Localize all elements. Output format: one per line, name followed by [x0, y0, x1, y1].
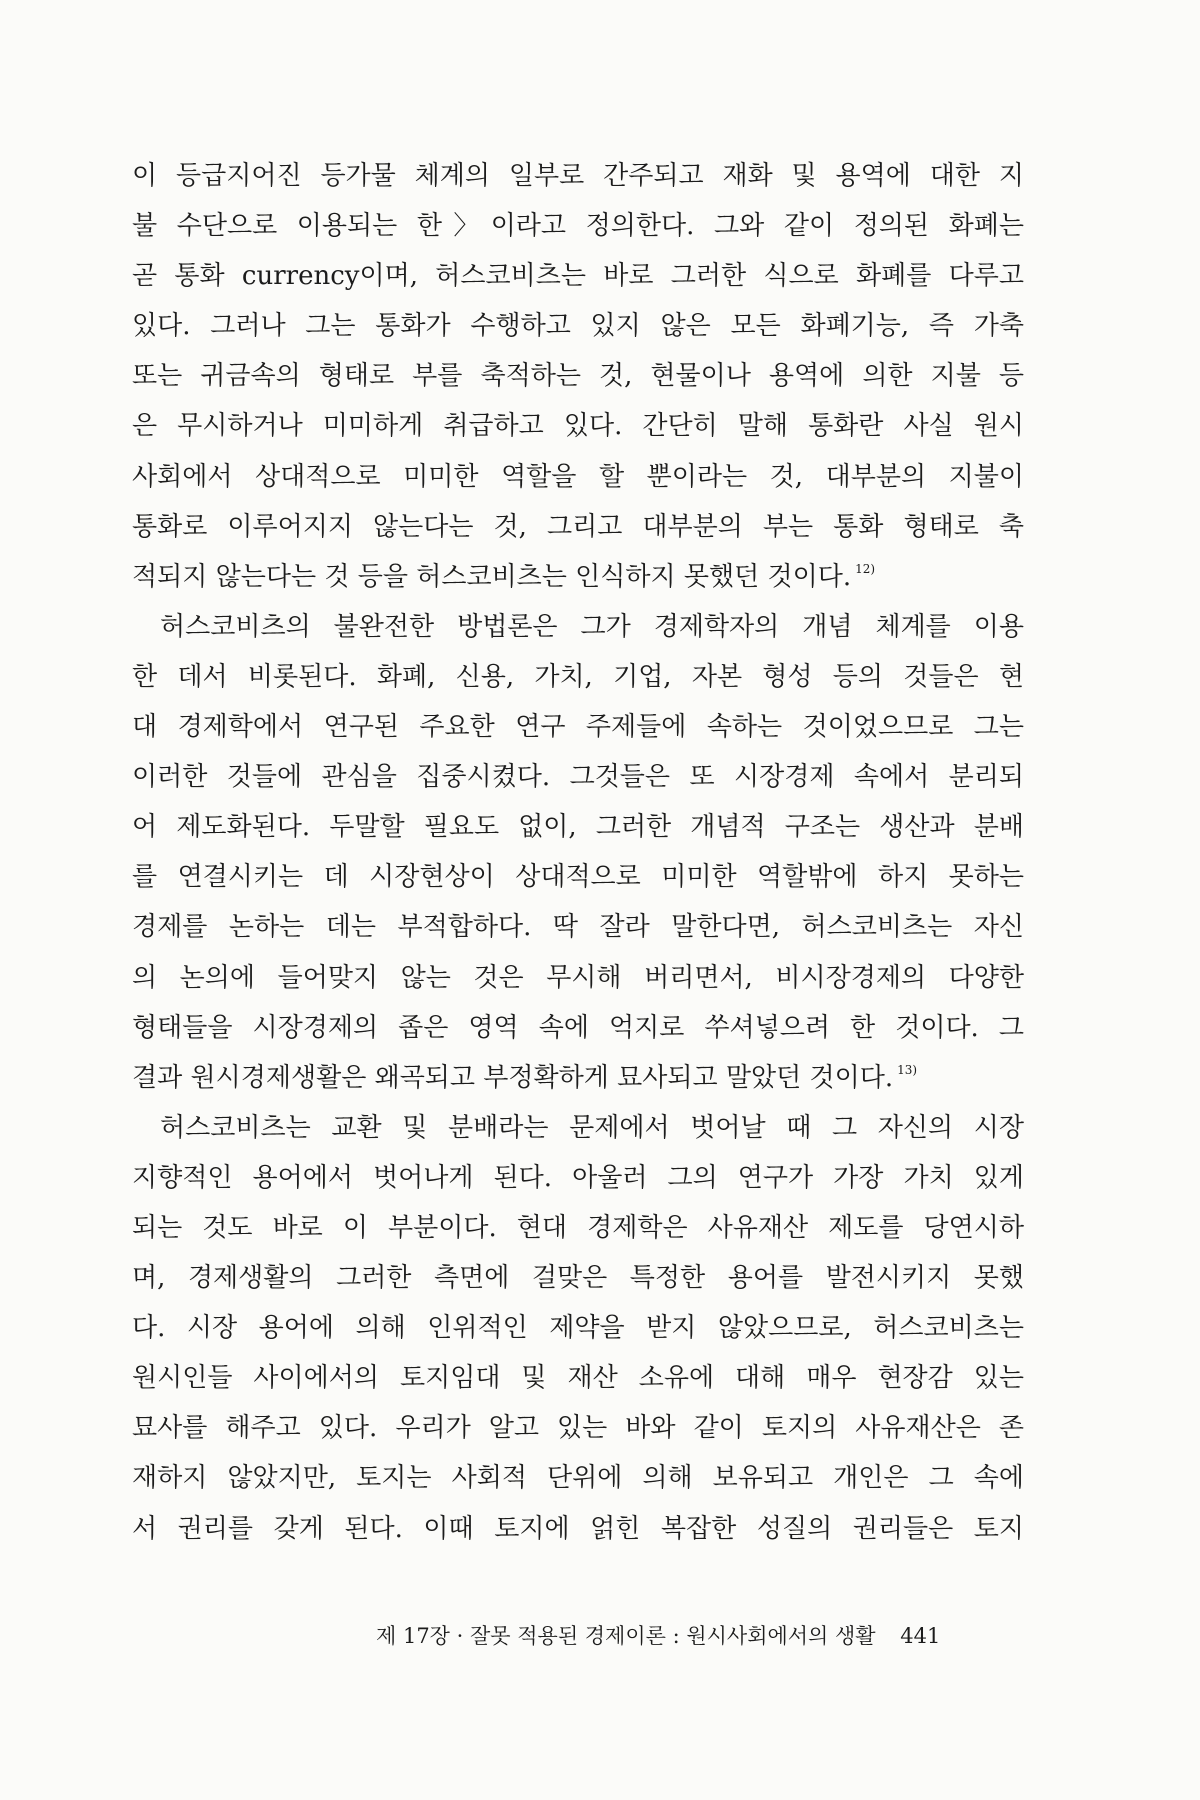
- text-line: [132, 201, 1024, 251]
- line-text: 형태들을 시장경제의 좁은 영역 속에 억지로 쑤셔넣으려 한 것이다. 그: [132, 1012, 1024, 1043]
- text-line: [132, 1353, 1024, 1403]
- line-text: 결과 원시경제생활은 왜곡되고 부정확하게 묘사되고 말았던 것이다.: [132, 1062, 894, 1093]
- text-line: [132, 752, 1024, 802]
- text-line: [132, 953, 1024, 1003]
- line-text: 를 연결시키는 데 시장현상이 상대적으로 미미한 역할밖에 하지 못하는: [132, 862, 1024, 893]
- text-line: [132, 301, 1024, 351]
- footnote-marker: 12): [855, 561, 876, 576]
- line-text: 허스코비츠의 불완전한 방법론은 그가 경제학자의 개념 체계를 이용: [160, 611, 1024, 642]
- text-line: [132, 902, 1024, 952]
- text-line: [132, 502, 1024, 552]
- line-text: 곧 통화 currency이며, 허스코비츠는 바로 그러한 식으로 화폐를 다루고: [132, 261, 1024, 292]
- line-text: 이 등급지어진 등가물 체계의 일부로 간주되고 재화 및 용역에 대한 지: [132, 161, 1024, 191]
- line-text: 사회에서 상대적으로 미미한 역할을 할 뿐이라는 것, 대부분의 지불이: [132, 461, 1024, 492]
- line-text: 서 권리를 갖게 된다. 이때 토지에 얽힌 복잡한 성질의 권리들은 토지: [132, 1513, 1024, 1544]
- text-line: [132, 852, 1024, 902]
- line-text: 불 수단으로 이용되는 한〉이라고 정의한다. 그와 같이 정의된 화폐는: [132, 211, 1024, 242]
- page-number: 441: [900, 1624, 941, 1648]
- line-text: 있다. 그러나 그는 통화가 수행하고 있지 않은 모든 화폐기능, 즉 가축: [132, 311, 1024, 342]
- line-text: 적되지 않는다는 것 등을 허스코비츠는 인식하지 못했던 것이다.: [132, 561, 852, 592]
- line-text: 또는 귀금속의 형태로 부를 축적하는 것, 현물이나 용역에 의한 지불 등: [132, 361, 1024, 392]
- line-text: 원시인들 사이에서의 토지임대 및 재산 소유에 대해 매우 현장감 있는: [132, 1363, 1024, 1394]
- line-text: 재하지 않았지만, 토지는 사회적 단위에 의해 보유되고 개인은 그 속에: [132, 1463, 1024, 1494]
- text-line: [132, 1103, 1024, 1153]
- text-line: [132, 702, 1024, 752]
- running-footer: [376, 1620, 1006, 1650]
- text-line: [132, 552, 1024, 602]
- text-line: [132, 1203, 1024, 1253]
- text-line: [132, 1003, 1024, 1053]
- text-line: [132, 1153, 1024, 1203]
- line-text: 허스코비츠는 교환 및 분배라는 문제에서 벗어날 때 그 자신의 시장: [160, 1112, 1024, 1143]
- line-text: 묘사를 해주고 있다. 우리가 알고 있는 바와 같이 토지의 사유재산은 존: [132, 1413, 1024, 1444]
- line-text: 지향적인 용어에서 벗어나게 된다. 아울러 그의 연구가 가장 가치 있게: [132, 1162, 1024, 1193]
- line-text: 의 논의에 들어맞지 않는 것은 무시해 버리면서, 비시장경제의 다양한: [132, 962, 1024, 993]
- text-line: [132, 1403, 1024, 1453]
- chapter-title: 제 17장 · 잘못 적용된 경제이론 : 원시사회에서의 생활: [376, 1624, 876, 1648]
- line-text: 대 경제학에서 연구된 주요한 연구 주제들에 속하는 것이었으므로 그는: [132, 712, 1024, 743]
- text-line: [132, 1253, 1024, 1303]
- line-text: 경제를 논하는 데는 부적합하다. 딱 잘라 말한다면, 허스코비츠는 자신: [132, 912, 1024, 943]
- text-line: [132, 1504, 1024, 1554]
- line-text: 이러한 것들에 관심을 집중시켰다. 그것들은 또 시장경제 속에서 분리되: [132, 762, 1024, 793]
- line-text: 은 무시하거나 미미하게 취급하고 있다. 간단히 말해 통화란 사실 원시: [132, 411, 1024, 442]
- line-text: 며, 경제생활의 그러한 측면에 걸맞은 특정한 용어를 발전시키지 못했: [132, 1263, 1024, 1294]
- text-line: [132, 602, 1024, 652]
- line-text: 되는 것도 바로 이 부분이다. 현대 경제학은 사유재산 제도를 당연시하: [132, 1212, 1024, 1243]
- text-line: [132, 652, 1024, 702]
- text-line: [132, 401, 1024, 451]
- body-text: [132, 151, 1024, 1554]
- text-line: [132, 151, 1024, 201]
- line-text: 한 데서 비롯된다. 화폐, 신용, 가치, 기업, 자본 형성 등의 것들은 현: [132, 661, 1024, 692]
- line-text: 어 제도화된다. 두말할 필요도 없이, 그러한 개념적 구조는 생산과 분배: [132, 812, 1024, 843]
- text-line: [132, 802, 1024, 852]
- text-line: [132, 251, 1024, 301]
- text-line: [132, 1303, 1024, 1353]
- footnote-marker: 13): [897, 1062, 918, 1077]
- text-line: [132, 1453, 1024, 1503]
- line-text: 통화로 이루어지지 않는다는 것, 그리고 대부분의 부는 통화 형태로 축: [132, 511, 1024, 542]
- text-line: [132, 351, 1024, 401]
- text-line: [132, 1053, 1024, 1103]
- line-text: 다. 시장 용어에 의해 인위적인 제약을 받지 않았으므로, 허스코비츠는: [132, 1313, 1024, 1344]
- text-line: [132, 452, 1024, 502]
